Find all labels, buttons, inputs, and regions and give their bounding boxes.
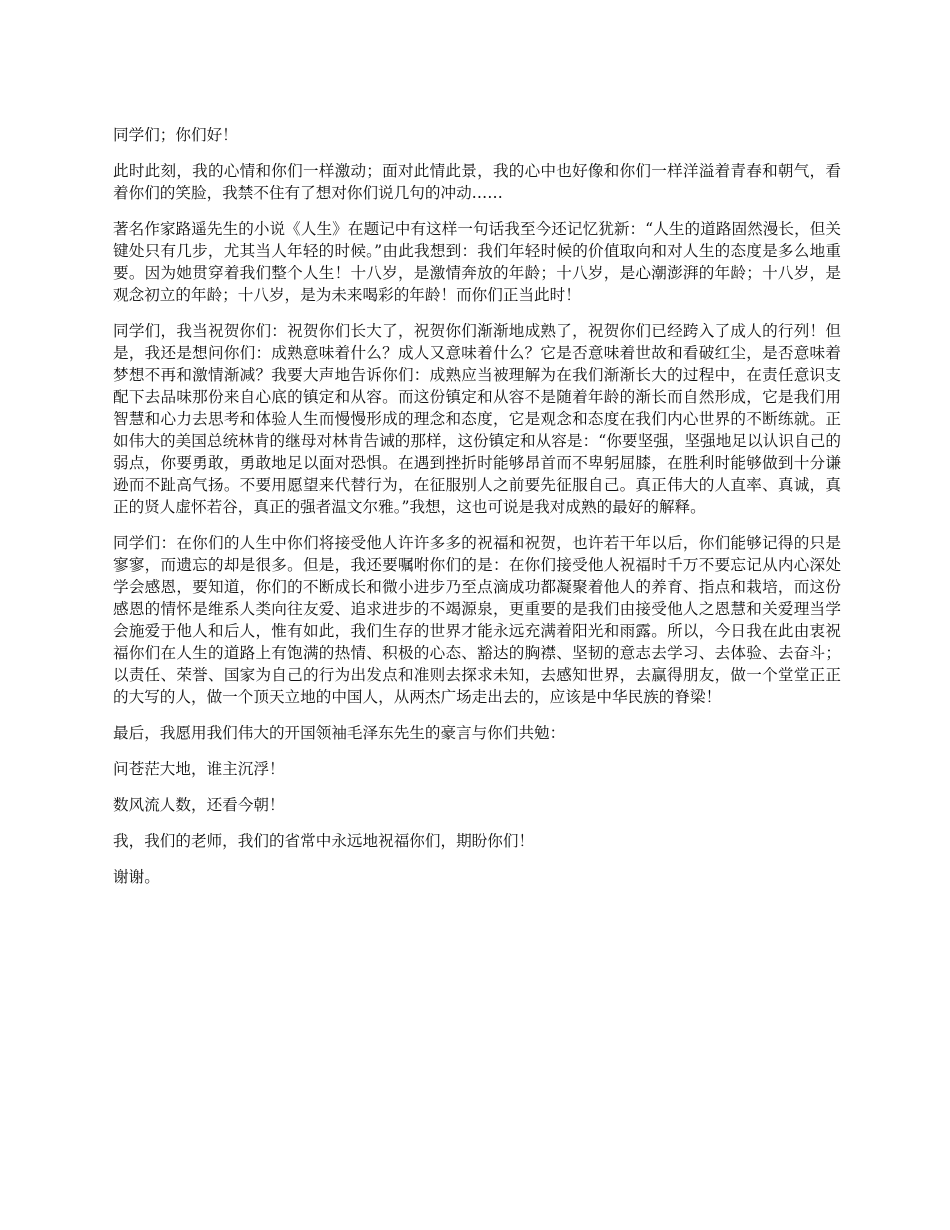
thanks-paragraph: 谢谢。 bbox=[113, 868, 160, 886]
blessing-paragraph: 我，我们的老师，我们的省常中永远地祝福你们，期盼你们！ bbox=[113, 832, 535, 850]
document-body bbox=[113, 124, 841, 902]
closing-intro-paragraph: 最后，我愿用我们伟大的开国领袖毛泽东先生的豪言与你们共勉： bbox=[113, 724, 566, 742]
poem-line-2: 数风流人数，还看今朝！ bbox=[113, 796, 285, 814]
maturity-paragraph: 同学们，我当祝贺你们：祝贺你们长大了，祝贺你们渐渐地成熟了，祝贺你们已经跨入了成人的行列！但是，我还是想问你们：成熟意味着什么？成人又意味着什么？它是否意味着世故和看破红尘，是否意味着梦想不再和激情渐减？我要大声地告诉你们：成熟应当被理解为在我们渐渐长大的过程中，在责任意识支配下去品味那份来自心底的镇定和从容。而这份镇定和从容不是随着年龄的渐长而自然形成，它是我们用智慧和心力去思考和体验人生而慢慢形成的理念和态度，它是观念和态度在我们内心世界的不断练就。正如伟大的美国总统林肯的继母对林肯告诫的那样，这份镇定和从容是：“你要坚强，坚强地足以认识自己的弱点，你要勇敢，勇敢地足以面对恐惧。在遇到挫折时能够昂首而不卑躬屈膝，在胜利时能够做到十分谦逊而不趾高气扬。不要用愿望来代替行为，在征服别人之前要先征服自己。真正伟大的人直率、真诚，真正的贤人虚怀若谷，真正的强者温文尔雅。”我想，这也可说是我对成熟的最好的解释。 bbox=[113, 322, 841, 516]
quote-lu-yao-paragraph: 著名作家路遥先生的小说《人生》在题记中有这样一句话我至今还记忆犹新：“人生的道路固然漫长，但关键处只有几步，尤其当人年轻的时候。”由此我想到：我们年轻时候的价值取向和对人生的态度是多么地重要。因为她贯穿着我们整个人生！十八岁，是激情奔放的年龄；十八岁，是心潮澎湃的年龄；十八岁，是观念初立的年龄；十八岁，是为未来喝彩的年龄！而你们正当此时！ bbox=[113, 220, 841, 304]
poem-line-1: 问苍茫大地，谁主沉浮！ bbox=[113, 760, 285, 778]
opening-paragraph: 此时此刻，我的心情和你们一样激动；面对此情此景，我的心中也好像和你们一样洋溢着青春和朝气，看着你们的笑脸，我禁不住有了想对你们说几句的冲动…… bbox=[113, 162, 841, 202]
gratitude-paragraph: 同学们：在你们的人生中你们将接受他人许许多多的祝福和祝贺，也许若干年以后，你们能够记得的只是寥寥，而遗忘的却是很多。但是，我还要嘱咐你们的是：在你们接受他人祝福时千万不要忘记从内心深处学会感恩，要知道，你们的不断成长和微小进步乃至点滴成功都凝聚着他人的养育、指点和栽培，而这份感恩的情怀是维系人类向往友爱、追求进步的不竭源泉，更重要的是我们由接受他人之恩慧和关爱理当学会施爱于他人和后人，惟有如此，我们生存的世界才能永远充满着阳光和雨露。所以，今日我在此由衷祝福你们在人生的道路上有饱满的热情、积极的心态、豁达的胸襟、坚韧的意志去学习、去体验、去奋斗；以责任、荣誉、国家为自己的行为出发点和准则去探求未知，去感知世界，去赢得朋友，做一个堂堂正正的大写的人，做一个顶天立地的中国人，从两杰广场走出去的，应该是中华民族的脊梁！ bbox=[113, 534, 841, 706]
greeting-paragraph: 同学们；你们好！ bbox=[113, 126, 238, 144]
